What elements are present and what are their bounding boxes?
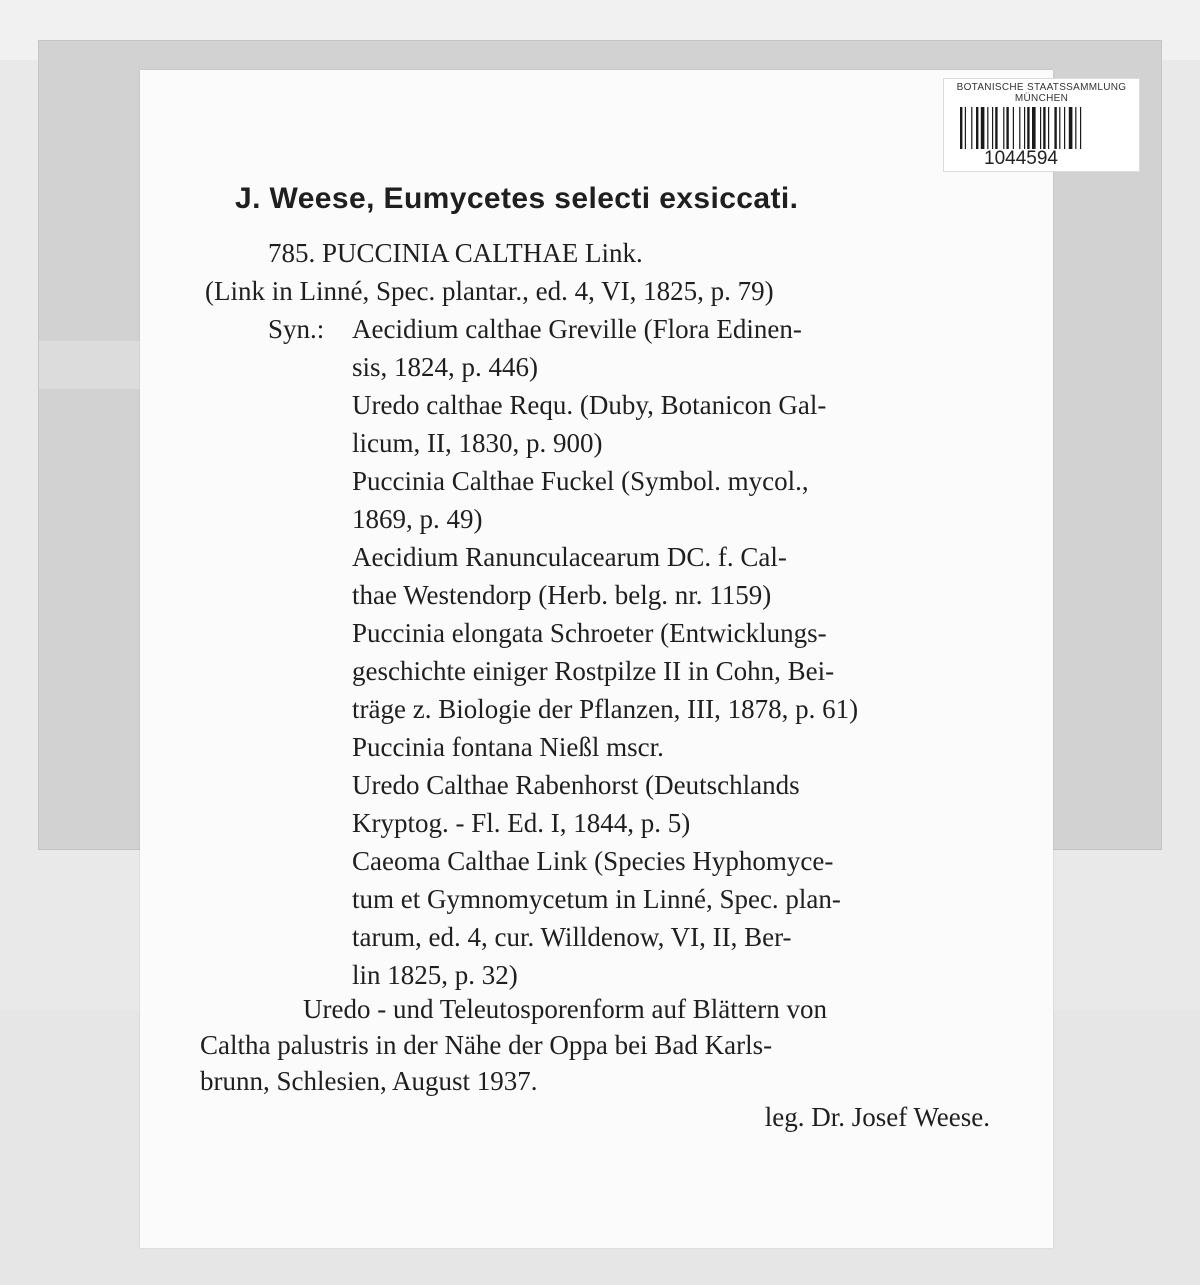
locality-line: Uredo - und Teleutosporenform auf Blättern von	[303, 994, 827, 1024]
barcode-bar	[1019, 107, 1020, 149]
synonym-label: Syn.:	[268, 314, 325, 344]
barcode-bar	[992, 107, 993, 149]
barcode-bar	[1080, 107, 1081, 149]
barcode-bar	[1064, 107, 1065, 149]
locality-line: brunn, Schlesien, August 1937.	[200, 1066, 538, 1096]
label-title: J. Weese, Eumycetes selecti exsiccati.	[235, 182, 799, 215]
synonym-line: Caeoma Calthae Link (Species Hyphomyce-	[352, 846, 834, 876]
barcode-bar	[1043, 107, 1045, 149]
barcode-caption: BOTANISCHE STAATSSAMMLUNG MÜNCHEN	[956, 82, 1127, 104]
synonym-line: Kryptog. - Fl. Ed. I, 1844, p. 5)	[352, 808, 691, 838]
synonym-line: Uredo calthae Requ. (Duby, Botanicon Gal-	[352, 390, 827, 420]
barcode-sticker	[943, 78, 1140, 172]
synonym-line: Puccinia elongata Schroeter (Entwicklungs-	[352, 618, 827, 648]
barcode-icon	[958, 107, 1126, 149]
barcode-bar	[1012, 107, 1013, 149]
authority-line: (Link in Linné, Spec. plantar., ed. 4, VI, 1825, p. 79)	[205, 276, 774, 306]
synonym-line: tum et Gymnomycetum in Linné, Spec. plan-	[352, 884, 841, 914]
locality-line: Caltha palustris in der Nähe der Oppa bei Bad Karls-	[200, 1030, 773, 1060]
synonym-line: geschichte einiger Rostpilze II in Cohn, Bei-	[352, 656, 835, 686]
barcode-bar	[964, 107, 965, 149]
barcode-bar	[1027, 107, 1029, 149]
barcode-bar	[1006, 107, 1008, 149]
synonym-line: lin 1825, p. 32)	[352, 960, 518, 990]
synonym-line: 1869, p. 49)	[352, 504, 483, 534]
barcode-bar	[1075, 107, 1076, 149]
barcode-bar	[1032, 107, 1036, 149]
barcode-bar	[995, 107, 997, 149]
barcode-bar	[1040, 107, 1041, 149]
envelope-fold	[39, 341, 149, 389]
barcode-bar	[1068, 107, 1072, 149]
synonym-line: licum, II, 1830, p. 900)	[352, 428, 603, 458]
synonym-line: Puccinia fontana Nießl mscr.	[352, 732, 664, 762]
collector-line: leg. Dr. Josef Weese.	[764, 1102, 990, 1132]
synonym-line: Aecidium calthae Greville (Flora Edinen-	[352, 314, 802, 344]
synonym-line: Puccinia Calthae Fuckel (Symbol. mycol.,	[352, 466, 809, 496]
barcode-bar	[960, 107, 962, 149]
barcode-bar	[1048, 107, 1049, 149]
barcode-bar	[1054, 107, 1056, 149]
barcode-bar	[1024, 107, 1025, 149]
barcode-bar	[976, 107, 978, 149]
synonym-line: tarum, ed. 4, cur. Willdenow, VI, II, Ber-	[352, 922, 792, 952]
barcode-bar	[1003, 107, 1004, 149]
synonym-line: thae Westendorp (Herb. belg. nr. 1159)	[352, 580, 772, 610]
species-number-line: 785. PUCCINIA CALTHAE Link.	[268, 238, 643, 268]
synonym-line: Aecidium Ranunculacearum DC. f. Cal-	[352, 542, 787, 572]
synonym-line: sis, 1824, p. 446)	[352, 352, 539, 382]
barcode-bar	[971, 107, 972, 149]
barcode-bar	[987, 107, 988, 149]
barcode-bar	[1059, 107, 1060, 149]
barcode-bar	[980, 107, 984, 149]
barcode-number: 1044594	[984, 148, 1058, 169]
synonym-line: träge z. Biologie der Pflanzen, III, 1878, p. 61)	[352, 694, 859, 724]
synonym-line: Uredo Calthae Rabenhorst (Deutschlands	[352, 770, 800, 800]
